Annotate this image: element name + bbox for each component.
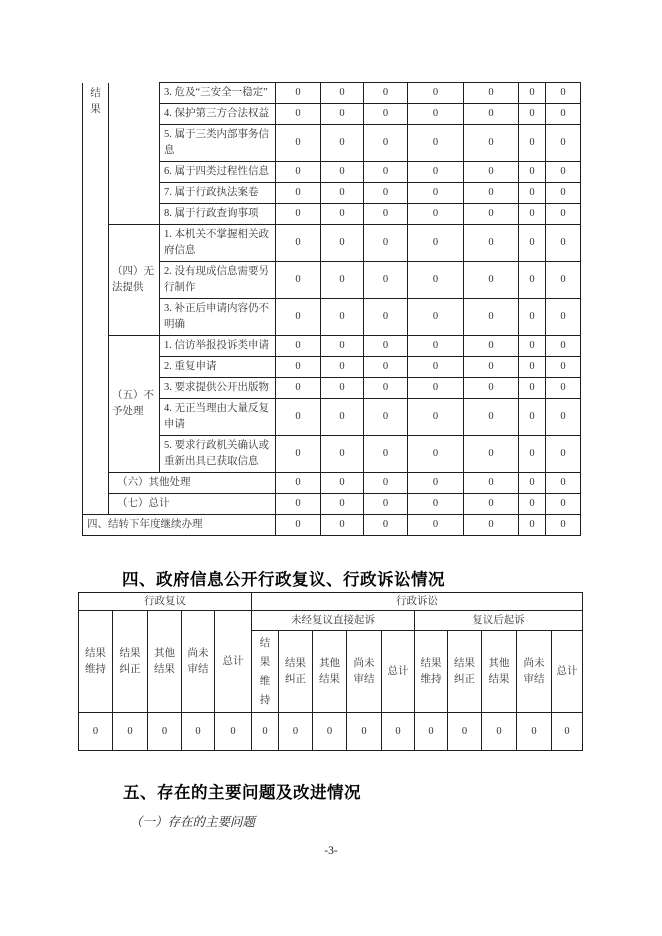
value-cell: 0 xyxy=(517,713,552,751)
value-cell: 0 xyxy=(519,494,546,515)
value-cell: 0 xyxy=(546,473,581,494)
value-cell: 0 xyxy=(276,183,321,204)
value-cell: 0 xyxy=(546,183,581,204)
table-row xyxy=(83,473,581,494)
litigation-group-header: 行政诉讼 xyxy=(252,593,583,611)
value-cell: 0 xyxy=(546,436,581,473)
value-cell: 0 xyxy=(408,473,464,494)
value-cell: 0 xyxy=(252,713,279,751)
value-cell: 0 xyxy=(276,399,321,436)
litigation-column-header: 尚未审结 xyxy=(347,631,382,713)
value-cell: 0 xyxy=(321,399,364,436)
value-cell: 0 xyxy=(546,336,581,357)
value-cell: 0 xyxy=(519,336,546,357)
value-cell: 0 xyxy=(482,713,517,751)
value-cell: 0 xyxy=(546,204,581,225)
row-label-cell: 1. 本机关不掌握相关政府信息 xyxy=(160,225,276,262)
row-label-cell: 6. 属于四类过程性信息 xyxy=(160,162,276,183)
value-cell: 0 xyxy=(276,357,321,378)
value-cell: 0 xyxy=(464,262,519,299)
value-cell: 0 xyxy=(464,204,519,225)
value-cell: 0 xyxy=(408,357,464,378)
value-cell: 0 xyxy=(519,399,546,436)
value-cell: 0 xyxy=(382,713,415,751)
value-cell: 0 xyxy=(408,378,464,399)
row-label-cell: 2. 重复申请 xyxy=(160,357,276,378)
value-cell: 0 xyxy=(546,162,581,183)
litigation-column-header: 其他结果 xyxy=(313,631,347,713)
section-five-subheading: （一）存在的主要问题 xyxy=(130,815,256,829)
value-cell: 0 xyxy=(546,399,581,436)
litigation-column-header: 结果维持 xyxy=(415,631,448,713)
value-cell: 0 xyxy=(321,336,364,357)
value-cell: 0 xyxy=(321,378,364,399)
value-cell: 0 xyxy=(347,713,382,751)
value-cell: 0 xyxy=(364,162,408,183)
value-cell: 0 xyxy=(408,204,464,225)
row-label-cell: 5. 要求行政机关确认或重新出具已获取信息 xyxy=(160,436,276,473)
value-cell: 0 xyxy=(364,104,408,125)
value-cell: 0 xyxy=(408,104,464,125)
summary-label-cell: （七）总计 xyxy=(109,494,276,515)
value-cell: 0 xyxy=(519,436,546,473)
row-label-cell: 3. 要求提供公开出版物 xyxy=(160,378,276,399)
value-cell: 0 xyxy=(519,162,546,183)
result-column-label: 结果 xyxy=(83,83,109,515)
value-cell: 0 xyxy=(464,83,519,104)
litigation-table xyxy=(78,592,583,751)
value-cell: 0 xyxy=(364,225,408,262)
litigation-column-header: 结果纠正 xyxy=(448,631,482,713)
value-cell: 0 xyxy=(321,494,364,515)
value-cell: 0 xyxy=(464,125,519,162)
value-cell: 0 xyxy=(276,436,321,473)
value-cell: 0 xyxy=(546,125,581,162)
value-cell: 0 xyxy=(408,336,464,357)
litigation-column-header: 结果纠正 xyxy=(279,631,313,713)
value-cell: 0 xyxy=(408,262,464,299)
value-cell: 0 xyxy=(519,473,546,494)
value-cell: 0 xyxy=(364,399,408,436)
value-cell: 0 xyxy=(276,125,321,162)
value-cell: 0 xyxy=(276,262,321,299)
applications-table xyxy=(82,82,581,536)
value-cell: 0 xyxy=(519,204,546,225)
value-cell: 0 xyxy=(321,515,364,536)
section-five-heading: 五、存在的主要问题及改进情况 xyxy=(123,784,361,802)
row-label-cell: 4. 无正当理由大量反复申请 xyxy=(160,399,276,436)
value-cell: 0 xyxy=(276,378,321,399)
row-label-cell: 7. 属于行政执法案卷 xyxy=(160,183,276,204)
value-cell: 0 xyxy=(408,125,464,162)
value-cell: 0 xyxy=(364,299,408,336)
value-cell: 0 xyxy=(279,713,313,751)
value-cell: 0 xyxy=(464,225,519,262)
value-cell: 0 xyxy=(364,125,408,162)
value-cell: 0 xyxy=(113,713,148,751)
value-cell: 0 xyxy=(464,299,519,336)
value-cell: 0 xyxy=(364,204,408,225)
value-cell: 0 xyxy=(276,162,321,183)
table-row xyxy=(79,713,583,751)
value-cell: 0 xyxy=(182,713,215,751)
value-cell: 0 xyxy=(464,399,519,436)
litigation-column-header: 尚未审结 xyxy=(517,631,552,713)
value-cell: 0 xyxy=(546,299,581,336)
value-cell: 0 xyxy=(546,83,581,104)
summary-label-cell: （六）其他处理 xyxy=(109,473,276,494)
value-cell: 0 xyxy=(464,162,519,183)
group-label-cell: （四）无法提供 xyxy=(109,225,160,336)
row-label-cell: 1. 信访举报投诉类申请 xyxy=(160,336,276,357)
value-cell: 0 xyxy=(408,436,464,473)
value-cell: 0 xyxy=(321,204,364,225)
value-cell: 0 xyxy=(321,104,364,125)
carryover-label-cell: 四、结转下年度继续办理 xyxy=(83,515,276,536)
value-cell: 0 xyxy=(215,713,252,751)
row-label-cell: 8. 属于行政查询事项 xyxy=(160,204,276,225)
value-cell: 0 xyxy=(321,299,364,336)
litigation-column-header: 结果维持 xyxy=(252,631,279,713)
value-cell: 0 xyxy=(276,83,321,104)
litigation-subgroup-header: 未经复议直接起诉 xyxy=(252,611,415,631)
litigation-subgroup-header: 复议后起诉 xyxy=(415,611,583,631)
value-cell: 0 xyxy=(415,713,448,751)
value-cell: 0 xyxy=(276,104,321,125)
applications-table-body xyxy=(83,83,581,536)
value-cell: 0 xyxy=(321,225,364,262)
value-cell: 0 xyxy=(321,436,364,473)
value-cell: 0 xyxy=(408,225,464,262)
table-row xyxy=(79,593,583,611)
value-cell: 0 xyxy=(276,225,321,262)
value-cell: 0 xyxy=(364,436,408,473)
value-cell: 0 xyxy=(546,357,581,378)
value-cell: 0 xyxy=(276,299,321,336)
value-cell: 0 xyxy=(321,162,364,183)
value-cell: 0 xyxy=(519,378,546,399)
row-label-cell: 2. 没有现成信息需要另行制作 xyxy=(160,262,276,299)
value-cell: 0 xyxy=(364,515,408,536)
value-cell: 0 xyxy=(276,494,321,515)
value-cell: 0 xyxy=(464,378,519,399)
value-cell: 0 xyxy=(464,473,519,494)
value-cell: 0 xyxy=(519,515,546,536)
table-row xyxy=(83,225,581,262)
table-row xyxy=(83,336,581,357)
value-cell: 0 xyxy=(408,83,464,104)
table-row xyxy=(83,83,581,104)
row-label-cell: 4. 保护第三方合法权益 xyxy=(160,104,276,125)
value-cell: 0 xyxy=(364,357,408,378)
value-cell: 0 xyxy=(364,494,408,515)
review-column-header: 尚未审结 xyxy=(182,611,215,713)
value-cell: 0 xyxy=(364,378,408,399)
value-cell: 0 xyxy=(321,357,364,378)
value-cell: 0 xyxy=(313,713,347,751)
page-number: -3- xyxy=(324,845,338,857)
row-label-cell: 3. 危及“三安全一稳定” xyxy=(160,83,276,104)
value-cell: 0 xyxy=(519,225,546,262)
review-column-header: 结果维持 xyxy=(79,611,113,713)
group-label-cell xyxy=(109,83,160,225)
row-label-cell: 3. 补正后申请内容仍不明确 xyxy=(160,299,276,336)
value-cell: 0 xyxy=(546,515,581,536)
section-four-heading: 四、政府信息公开行政复议、行政诉讼情况 xyxy=(122,571,445,589)
value-cell: 0 xyxy=(364,473,408,494)
value-cell: 0 xyxy=(321,473,364,494)
litigation-column-header: 总计 xyxy=(552,631,583,713)
value-cell: 0 xyxy=(408,299,464,336)
value-cell: 0 xyxy=(464,494,519,515)
value-cell: 0 xyxy=(519,357,546,378)
value-cell: 0 xyxy=(552,713,583,751)
value-cell: 0 xyxy=(408,162,464,183)
value-cell: 0 xyxy=(276,204,321,225)
value-cell: 0 xyxy=(464,183,519,204)
value-cell: 0 xyxy=(276,336,321,357)
group-label-cell: （五）不予处理 xyxy=(109,336,160,473)
value-cell: 0 xyxy=(546,378,581,399)
review-column-header: 其他结果 xyxy=(148,611,182,713)
value-cell: 0 xyxy=(519,262,546,299)
table-row xyxy=(83,494,581,515)
review-column-header: 结果纠正 xyxy=(113,611,148,713)
value-cell: 0 xyxy=(546,262,581,299)
table-row xyxy=(79,611,583,631)
value-cell: 0 xyxy=(519,125,546,162)
value-cell: 0 xyxy=(408,494,464,515)
value-cell: 0 xyxy=(464,336,519,357)
value-cell: 0 xyxy=(364,336,408,357)
value-cell: 0 xyxy=(79,713,113,751)
value-cell: 0 xyxy=(464,436,519,473)
litigation-column-header: 总计 xyxy=(382,631,415,713)
value-cell: 0 xyxy=(276,473,321,494)
review-group-header: 行政复议 xyxy=(79,593,252,611)
value-cell: 0 xyxy=(408,183,464,204)
value-cell: 0 xyxy=(546,494,581,515)
value-cell: 0 xyxy=(408,515,464,536)
value-cell: 0 xyxy=(546,104,581,125)
value-cell: 0 xyxy=(321,262,364,299)
value-cell: 0 xyxy=(321,83,364,104)
value-cell: 0 xyxy=(276,515,321,536)
value-cell: 0 xyxy=(448,713,482,751)
table-row xyxy=(83,515,581,536)
review-column-header: 总计 xyxy=(215,611,252,713)
row-label-cell: 5. 属于三类内部事务信息 xyxy=(160,125,276,162)
value-cell: 0 xyxy=(464,515,519,536)
value-cell: 0 xyxy=(519,299,546,336)
value-cell: 0 xyxy=(519,104,546,125)
value-cell: 0 xyxy=(464,357,519,378)
value-cell: 0 xyxy=(321,125,364,162)
value-cell: 0 xyxy=(546,225,581,262)
value-cell: 0 xyxy=(364,262,408,299)
value-cell: 0 xyxy=(519,83,546,104)
value-cell: 0 xyxy=(321,183,364,204)
value-cell: 0 xyxy=(408,399,464,436)
litigation-table-body xyxy=(79,593,583,751)
value-cell: 0 xyxy=(364,83,408,104)
value-cell: 0 xyxy=(148,713,182,751)
value-cell: 0 xyxy=(464,104,519,125)
value-cell: 0 xyxy=(364,183,408,204)
litigation-column-header: 其他结果 xyxy=(482,631,517,713)
value-cell: 0 xyxy=(519,183,546,204)
